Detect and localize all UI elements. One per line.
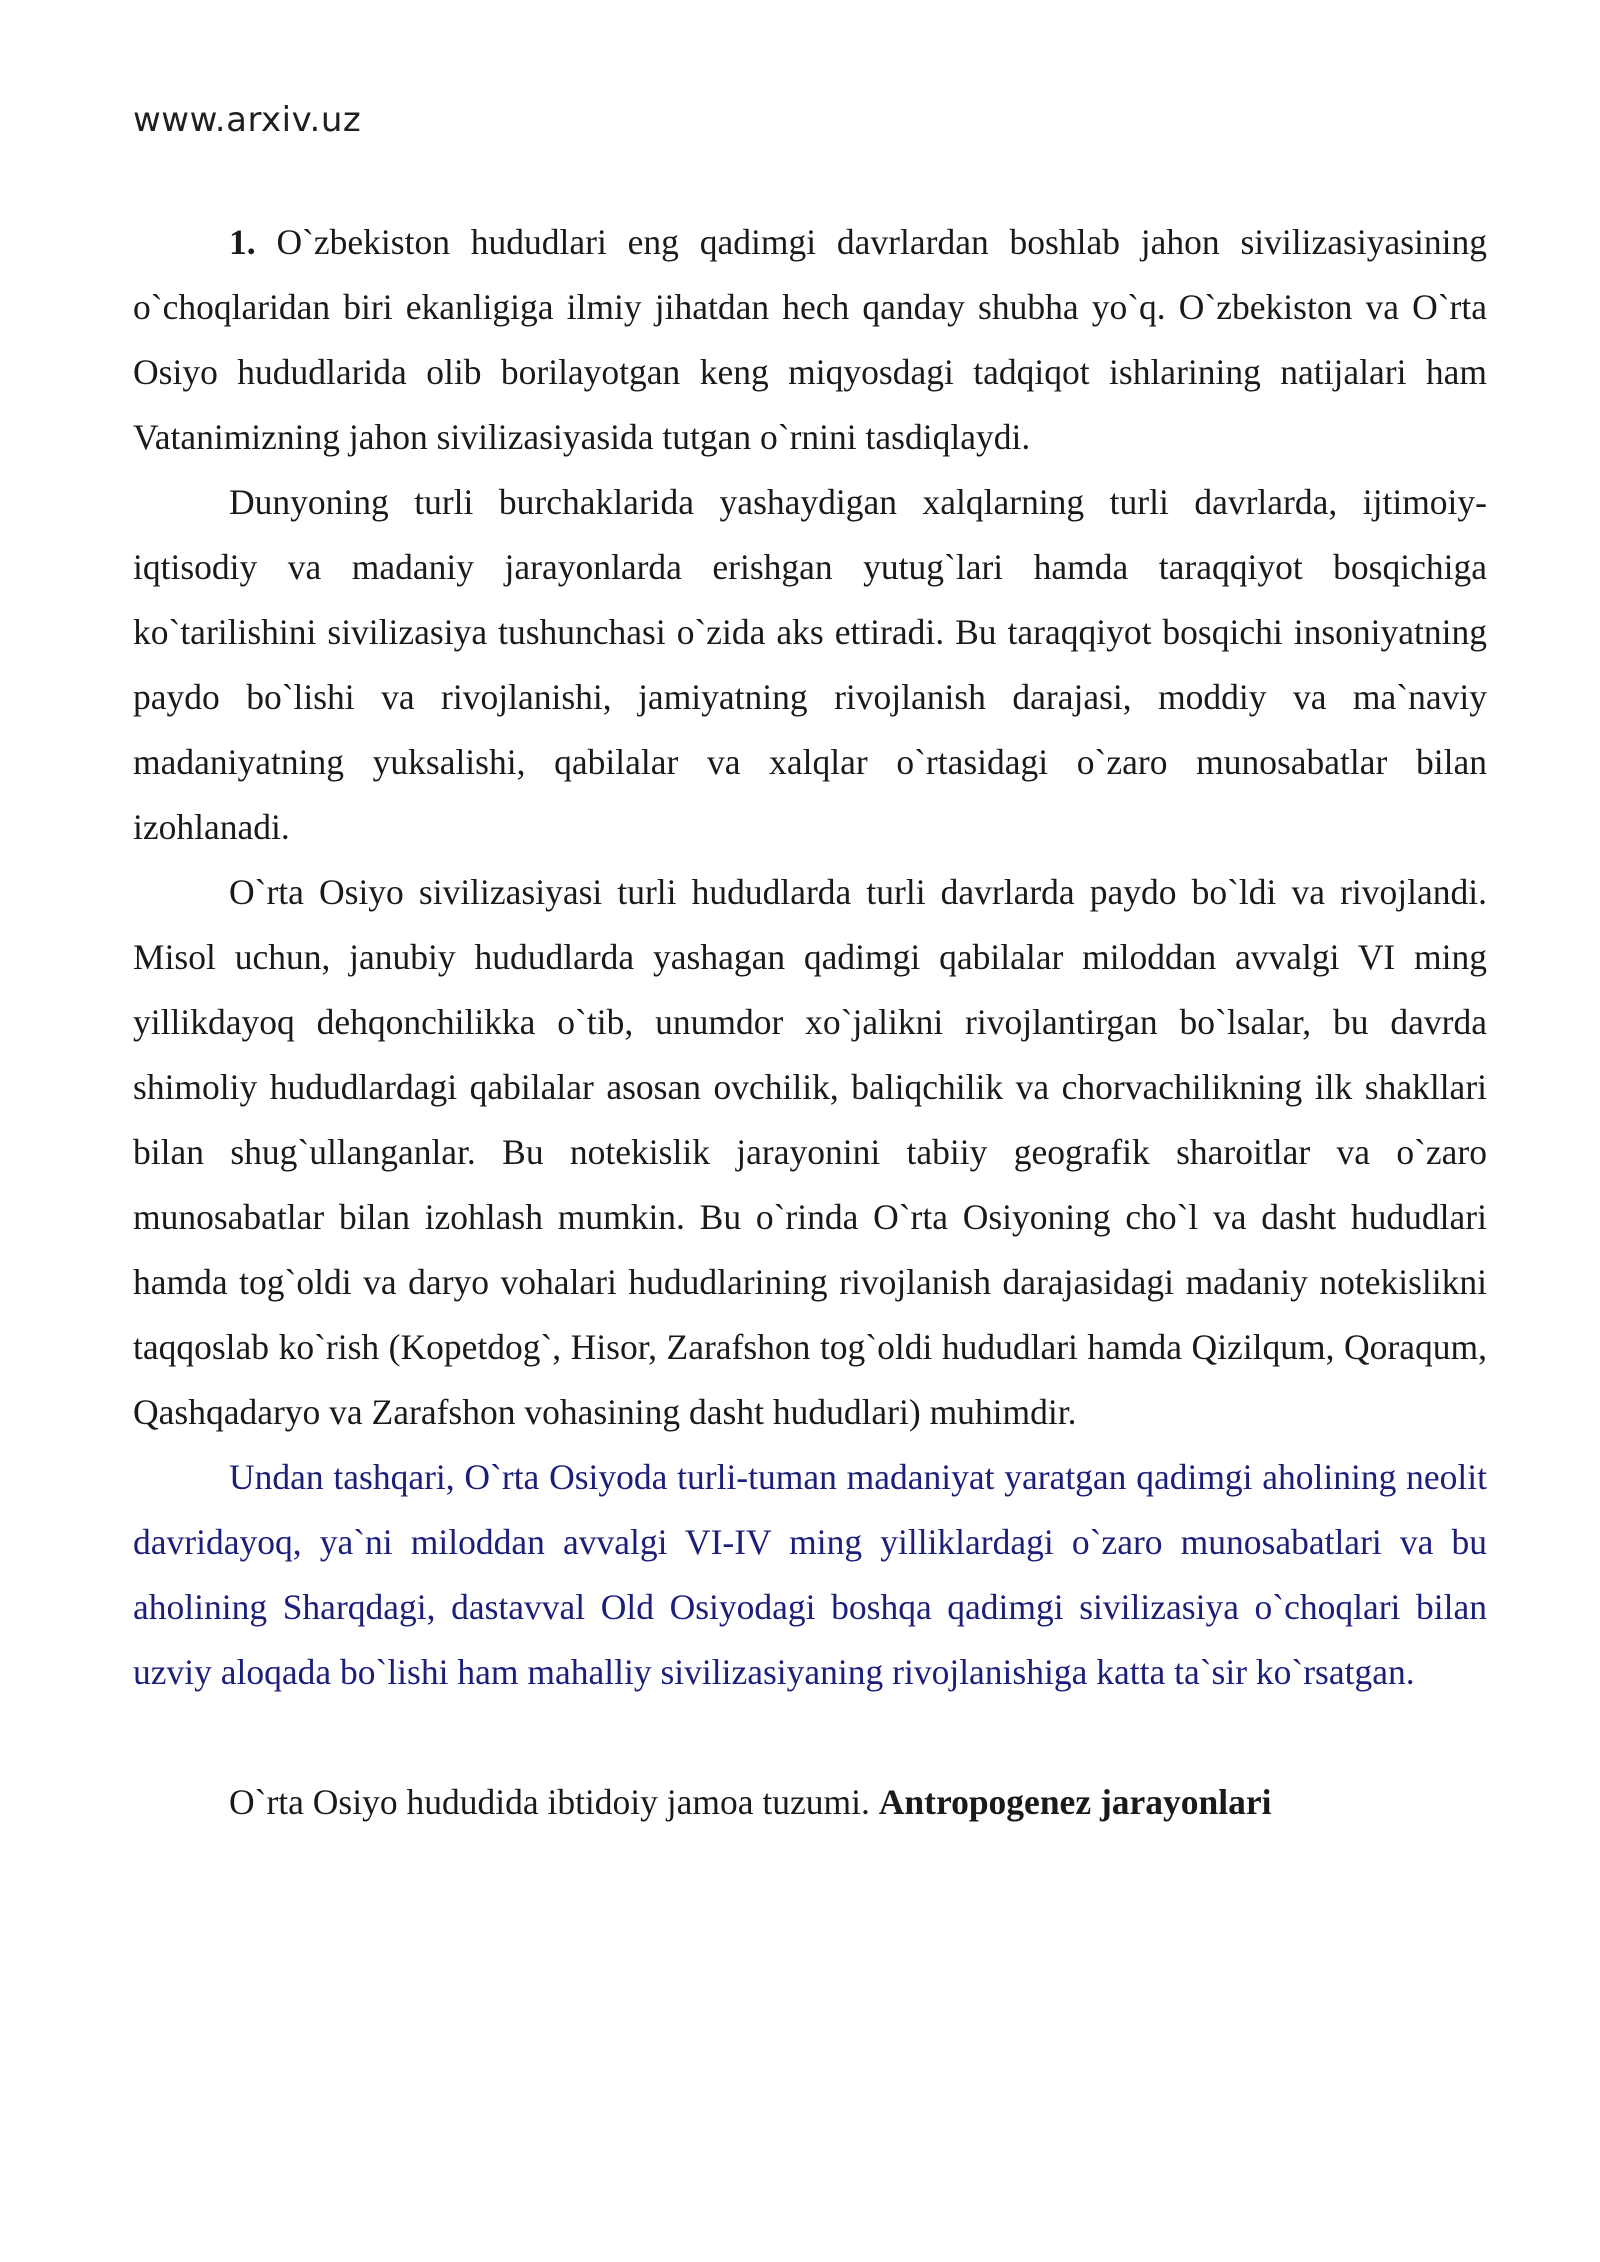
section-heading <box>133 1770 1487 1835</box>
paragraph-3: O`rta Osiyo sivilizasiyasi turli hududlarda turli davrlarda paydo bo`ldi va rivojlandi. Misol uchun, janubiy hududlarda yashagan qadimgi qabilalar miloddan avvalgi VI ming yillikdayoq dehqonchilikka o`tib, unumdor xo`jalikni rivojlantirgan bo`lsalar, bu davrda shimoliy hududlardagi qabilalar asosan ovchilik, baliqchilik va chorvachilikning ilk shakllari bilan shug`ullanganlar. Bu notekislik jarayonini tabiiy geografik sharoitlar va o`zaro munosabatlar bilan izohlash mumkin. Bu o`rinda O`rta Osiyoning cho`l va dasht hududlari hamda tog`oldi va daryo vohalari hududlarining rivojlanish darajasidagi madaniy notekislikni taqqoslab ko`rish (Kopetdog`, Hisor, Zarafshon tog`oldi hududlari hamda Qizilqum, Qoraqum, Qashqadaryo va Zarafshon vohasining dasht hududlari) muhimdir. <box>133 872 1487 1432</box>
document-body <box>133 210 1487 1835</box>
section-heading-bold: Antropogenez jarayonlari <box>878 1782 1272 1822</box>
site-header: www.arxiv.uz <box>133 100 362 140</box>
paragraph-4: Undan tashqari, O`rta Osiyoda turli-tuman madaniyat yaratgan qadimgi aholining neolit davridayoq, ya`ni miloddan avvalgi VI-IV ming yilliklardagi o`zaro munosabatlari va bu aholining Sharqdagi, dastavval Old Osiyodagi boshqa qadimgi sivilizasiya o`choqlari bilan uzviy aloqada bo`lishi ham mahalliy sivilizasiyaning rivojlanishiga katta ta`sir ko`rsatgan. <box>133 1457 1487 1692</box>
paragraph-number: 1. <box>229 222 256 262</box>
paragraph-2: Dunyoning turli burchaklarida yashaydigan xalqlarning turli davrlarda, ijtimoiy-iqtisodiy va madaniy jarayonlarda erishgan yutug`lari hamda taraqqiyot bosqichiga ko`tarilishini sivilizasiya tushunchasi o`zida aks ettiradi. Bu taraqqiyot bosqichi insoniyatning paydo bo`lishi va rivojlanishi, jamiyatning rivojlanish darajasi, moddiy va ma`naviy madaniyatning yuksalishi, qabilalar va xalqlar o`rtasidagi o`zaro munosabatlar bilan izohlanadi. <box>133 482 1487 847</box>
paragraph-1 <box>133 210 1487 470</box>
section-heading-plain: O`rta Osiyo hududida ibtidoiy jamoa tuzumi. <box>229 1782 879 1822</box>
paragraph-1-text: O`zbekiston hududlari eng qadimgi davrlardan boshlab jahon sivilizasiyasining o`choqlaridan biri ekanligiga ilmiy jihatdan hech qanday shubha yo`q. O`zbekiston va O`rta Osiyo hududlarida olib borilayotgan keng miqyosdagi tadqiqot ishlarining natijalari ham Vatanimizning jahon sivilizasiyasida tutgan o`rnini tasdiqlaydi. <box>133 222 1487 457</box>
